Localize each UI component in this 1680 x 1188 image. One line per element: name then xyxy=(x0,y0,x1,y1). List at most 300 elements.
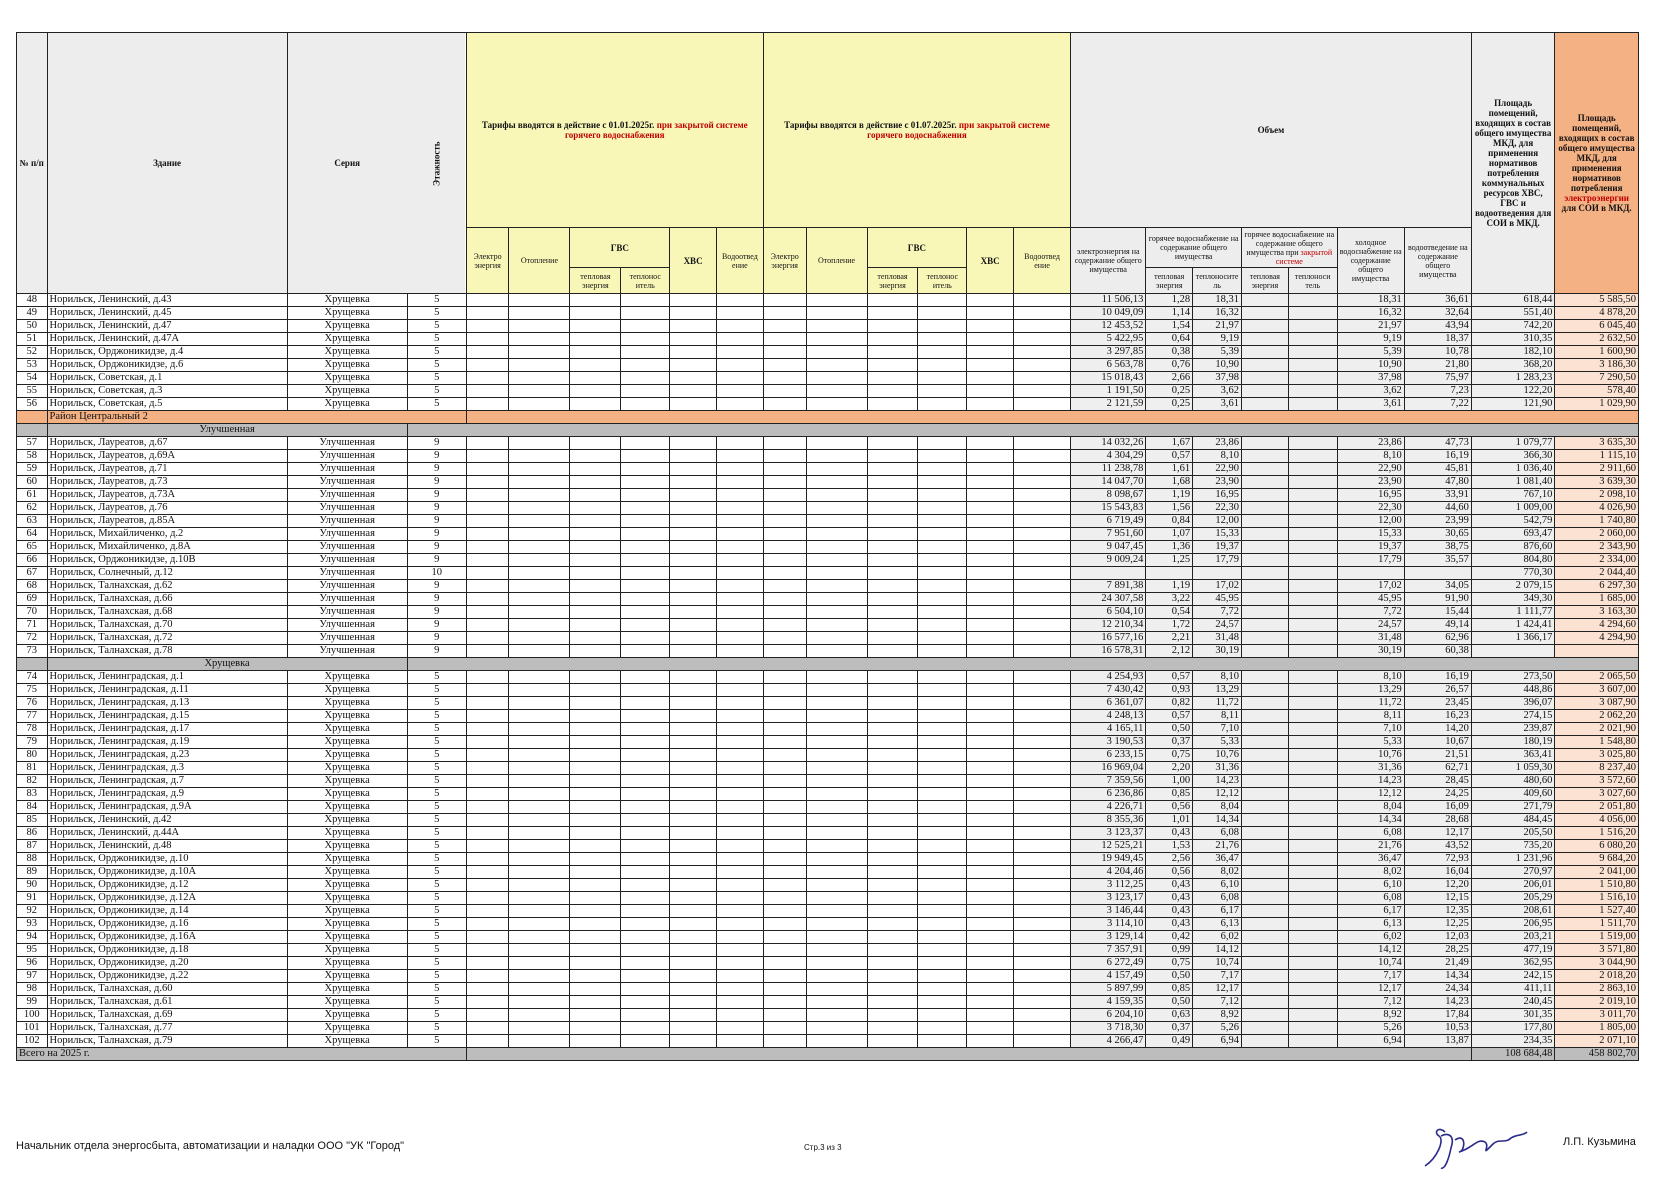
tariff-cell xyxy=(466,463,509,476)
building-address: Норильск, Орджоникидзе, д.16 xyxy=(47,918,287,931)
volume-closed-heat-carrier xyxy=(1288,762,1337,775)
tariff-cell xyxy=(466,294,509,307)
area-electro: 1 029,90 xyxy=(1555,398,1639,411)
tariff-cell xyxy=(1014,476,1071,489)
volume-closed-heat-energy xyxy=(1241,580,1288,593)
tariff-cell xyxy=(466,931,509,944)
tariff-cell xyxy=(570,749,621,762)
tariff-cell xyxy=(466,723,509,736)
volume-heat-carrier: 10,90 xyxy=(1193,359,1242,372)
volume-cold: 10,76 xyxy=(1337,749,1404,762)
volume-cold: 7,72 xyxy=(1337,606,1404,619)
area-hvs: 206,01 xyxy=(1471,879,1554,892)
tariff-cell xyxy=(918,606,967,619)
table-row xyxy=(17,957,1639,970)
tariff-cell xyxy=(509,528,570,541)
tariff-cell xyxy=(918,970,967,983)
row-number: 68 xyxy=(17,580,48,593)
tariff-cell xyxy=(967,970,1014,983)
volume-electro: 5 422,95 xyxy=(1071,333,1146,346)
volume-drain: 14,20 xyxy=(1404,723,1471,736)
volume-closed-heat-energy xyxy=(1241,606,1288,619)
table-row xyxy=(17,398,1639,411)
table-row xyxy=(17,1022,1639,1035)
tariff-cell xyxy=(716,528,763,541)
volume-cold: 18,31 xyxy=(1337,294,1404,307)
volume-closed-heat-carrier xyxy=(1288,385,1337,398)
tariff-cell xyxy=(570,359,621,372)
volume-heat-energy: 0,63 xyxy=(1146,1009,1193,1022)
volume-heat-energy: 1,19 xyxy=(1146,489,1193,502)
volume-electro: 6 563,78 xyxy=(1071,359,1146,372)
tariff-cell xyxy=(621,983,670,996)
tariff-cell xyxy=(867,502,918,515)
volume-electro: 4 204,46 xyxy=(1071,866,1146,879)
floor-count: 5 xyxy=(407,814,466,827)
tariff-cell xyxy=(806,346,867,359)
tariff-cell xyxy=(1014,892,1071,905)
tariff-cell xyxy=(716,515,763,528)
t1-heat-carrier-header: теплонос итель xyxy=(621,268,670,294)
tariff-cell xyxy=(716,710,763,723)
table-row xyxy=(17,905,1639,918)
tariff-cell xyxy=(509,840,570,853)
tariff-cell xyxy=(763,593,806,606)
tariff-cell xyxy=(867,918,918,931)
tariff-cell xyxy=(867,645,918,658)
tariff-cell xyxy=(806,749,867,762)
table-row xyxy=(17,320,1639,333)
floor-count: 5 xyxy=(407,879,466,892)
volume-drain: 14,34 xyxy=(1404,970,1471,983)
volume-closed-heat-carrier xyxy=(1288,736,1337,749)
tariff-cell xyxy=(509,801,570,814)
volume-electro: 12 210,34 xyxy=(1071,619,1146,632)
tariff-cell xyxy=(621,684,670,697)
volume-drain: 26,57 xyxy=(1404,684,1471,697)
volume-closed-heat-carrier xyxy=(1288,294,1337,307)
volume-heat-energy: 0,57 xyxy=(1146,450,1193,463)
tariff-cell xyxy=(570,853,621,866)
tariff-cell xyxy=(867,892,918,905)
volume-closed-heat-energy xyxy=(1241,645,1288,658)
tariff-cell xyxy=(967,827,1014,840)
volume-cold: 45,95 xyxy=(1337,593,1404,606)
tariff-cell xyxy=(716,1009,763,1022)
volume-heat-energy: 0,43 xyxy=(1146,892,1193,905)
row-number: 96 xyxy=(17,957,48,970)
building-address: Норильск, Орджоникидзе, д.16А xyxy=(47,931,287,944)
tariff-cell xyxy=(570,346,621,359)
tariff-cell xyxy=(806,528,867,541)
tariff-cell xyxy=(1014,528,1071,541)
volume-electro: 4 254,93 xyxy=(1071,671,1146,684)
volume-heat-carrier: 16,95 xyxy=(1193,489,1242,502)
table-row xyxy=(17,1035,1639,1048)
tariff-cell xyxy=(867,905,918,918)
tariff-cell xyxy=(621,528,670,541)
floor-count: 5 xyxy=(407,944,466,957)
tariff-cell xyxy=(867,723,918,736)
tariff-cell xyxy=(1014,502,1071,515)
volume-heat-carrier: 21,97 xyxy=(1193,320,1242,333)
tariff-cell xyxy=(967,775,1014,788)
tariff-cell xyxy=(806,879,867,892)
tariff-cell xyxy=(570,450,621,463)
table-row xyxy=(17,749,1639,762)
t2-heating-header: Отопление xyxy=(806,228,867,294)
volume-header: Объем xyxy=(1071,33,1472,228)
area-electro: 2 060,00 xyxy=(1555,528,1639,541)
volume-heat-carrier: 13,29 xyxy=(1193,684,1242,697)
tariff-cell xyxy=(621,385,670,398)
row-number: 57 xyxy=(17,437,48,450)
table-row xyxy=(17,632,1639,645)
tariff-cell xyxy=(806,1035,867,1048)
tariff-cell xyxy=(670,632,717,645)
tariff-cell xyxy=(918,398,967,411)
volume-closed-heat-energy xyxy=(1241,827,1288,840)
tariff-cell xyxy=(570,983,621,996)
tariff-cell xyxy=(670,606,717,619)
tariff-cell xyxy=(716,463,763,476)
table-row xyxy=(17,385,1639,398)
building-address: Норильск, Талнахская, д.69 xyxy=(47,1009,287,1022)
row-number: 82 xyxy=(17,775,48,788)
tariff-cell xyxy=(716,918,763,931)
tariff-cell xyxy=(570,957,621,970)
building-series: Хрущевка xyxy=(287,827,407,840)
tariff-cell xyxy=(716,502,763,515)
tariff-cell xyxy=(570,463,621,476)
row-number: 49 xyxy=(17,307,48,320)
area-hvs: 1 283,23 xyxy=(1471,372,1554,385)
area-electro: 1 740,80 xyxy=(1555,515,1639,528)
table-row xyxy=(17,723,1639,736)
tariff-cell xyxy=(1014,827,1071,840)
t2-hvs-header: ХВС xyxy=(967,228,1014,294)
table-row xyxy=(17,970,1639,983)
table-row xyxy=(17,814,1639,827)
volume-heat-energy: 0,43 xyxy=(1146,827,1193,840)
tariff-cell xyxy=(716,892,763,905)
tariff-cell xyxy=(716,840,763,853)
tariff-cell xyxy=(918,359,967,372)
volume-electro: 8 355,36 xyxy=(1071,814,1146,827)
tariff-cell xyxy=(570,905,621,918)
tariff-cell xyxy=(763,333,806,346)
tariff-cell xyxy=(716,814,763,827)
area-hvs xyxy=(1471,645,1554,658)
floor-count: 5 xyxy=(407,801,466,814)
floor-count: 5 xyxy=(407,1009,466,1022)
tariff-cell xyxy=(967,346,1014,359)
tariff-cell xyxy=(1014,697,1071,710)
table-row xyxy=(17,788,1639,801)
building-series: Хрущевка xyxy=(287,385,407,398)
volume-closed-heat-carrier xyxy=(1288,346,1337,359)
area-hvs: 2 079,15 xyxy=(1471,580,1554,593)
tariff-2025-07-header: Тарифы вводятся в действие с 01.07.2025г. при закрытой системе горячего водоснабжения xyxy=(763,33,1070,228)
building-address: Норильск, Советская, д.5 xyxy=(47,398,287,411)
tariff-cell xyxy=(716,931,763,944)
tariff-cell xyxy=(918,385,967,398)
tariff-cell xyxy=(466,1022,509,1035)
floor-count: 5 xyxy=(407,372,466,385)
tariff-cell xyxy=(509,294,570,307)
tariff-cell xyxy=(570,606,621,619)
volume-electro: 5 897,99 xyxy=(1071,983,1146,996)
tariff-cell xyxy=(1014,762,1071,775)
tariff-cell xyxy=(621,606,670,619)
tariff-cell xyxy=(806,775,867,788)
area-electro: 3 027,60 xyxy=(1555,788,1639,801)
volume-heat-carrier: 5,33 xyxy=(1193,736,1242,749)
tariff-cell xyxy=(509,359,570,372)
area-electro: 578,40 xyxy=(1555,385,1639,398)
tariff-cell xyxy=(670,970,717,983)
building-address: Норильск, Ленинский, д.48 xyxy=(47,840,287,853)
volume-heat-carrier: 18,31 xyxy=(1193,294,1242,307)
tariff-cell xyxy=(918,645,967,658)
tariff-cell xyxy=(716,632,763,645)
tariff-cell xyxy=(867,814,918,827)
tariff-cell xyxy=(763,606,806,619)
tariff-cell xyxy=(466,476,509,489)
tariff-cell xyxy=(918,814,967,827)
floor-count: 5 xyxy=(407,736,466,749)
volume-cold: 12,17 xyxy=(1337,983,1404,996)
tariff-cell xyxy=(918,827,967,840)
tariff-cell xyxy=(967,1009,1014,1022)
building-series: Хрущевка xyxy=(287,801,407,814)
tariff-cell xyxy=(806,294,867,307)
row-number: 80 xyxy=(17,749,48,762)
tariff-cell xyxy=(570,632,621,645)
volume-heat-energy: 1,54 xyxy=(1146,320,1193,333)
tariff-cell xyxy=(867,307,918,320)
row-number: 67 xyxy=(17,567,48,580)
volume-cold: 6,08 xyxy=(1337,892,1404,905)
building-address: Норильск, Ленинский, д.43 xyxy=(47,294,287,307)
volume-heat-energy: 0,43 xyxy=(1146,918,1193,931)
tariff-cell xyxy=(621,736,670,749)
tariff-cell xyxy=(867,593,918,606)
area-hvs: 349,30 xyxy=(1471,593,1554,606)
floor-count: 9 xyxy=(407,450,466,463)
volume-heat-energy: 0,50 xyxy=(1146,723,1193,736)
area-hvs: 1 036,40 xyxy=(1471,463,1554,476)
volume-electro: 6 204,10 xyxy=(1071,1009,1146,1022)
area-electro: 2 051,80 xyxy=(1555,801,1639,814)
tariff-cell xyxy=(1014,918,1071,931)
tariff-cell xyxy=(867,1035,918,1048)
volume-heat-energy: 0,54 xyxy=(1146,606,1193,619)
tariff-cell xyxy=(1014,385,1071,398)
total-row xyxy=(17,1048,1639,1061)
tariff-cell xyxy=(867,1022,918,1035)
volume-electro: 6 236,86 xyxy=(1071,788,1146,801)
volume-electro: 9 009,24 xyxy=(1071,554,1146,567)
area-hvs: 180,19 xyxy=(1471,736,1554,749)
area-electro: 2 863,10 xyxy=(1555,983,1639,996)
tariff-cell xyxy=(509,892,570,905)
building-series: Хрущевка xyxy=(287,879,407,892)
row-number: 81 xyxy=(17,762,48,775)
tariff-cell xyxy=(967,437,1014,450)
tariff-cell xyxy=(918,619,967,632)
area-electro: 1 516,20 xyxy=(1555,827,1639,840)
volume-closed-heat-carrier xyxy=(1288,502,1337,515)
tariff-cell xyxy=(967,515,1014,528)
volume-drain: 10,53 xyxy=(1404,1022,1471,1035)
tariff-cell xyxy=(716,996,763,1009)
group-num xyxy=(17,424,48,437)
volume-heat-energy: 2,66 xyxy=(1146,372,1193,385)
tariff-cell xyxy=(806,801,867,814)
volume-closed-heat-carrier xyxy=(1288,463,1337,476)
volume-closed-heat-energy xyxy=(1241,619,1288,632)
tariff-cell xyxy=(509,346,570,359)
volume-closed-heat-energy xyxy=(1241,697,1288,710)
area-hvs: 618,44 xyxy=(1471,294,1554,307)
area-electro: 2 019,10 xyxy=(1555,996,1639,1009)
volume-drain: 23,45 xyxy=(1404,697,1471,710)
area-hvs: 1 081,40 xyxy=(1471,476,1554,489)
tariff-cell xyxy=(509,853,570,866)
tariff-cell xyxy=(509,606,570,619)
table-row xyxy=(17,801,1639,814)
tariff-cell xyxy=(1014,749,1071,762)
volume-heat-carrier: 22,30 xyxy=(1193,502,1242,515)
table-row xyxy=(17,762,1639,775)
v-heat-energy2-header: тепловая энергия xyxy=(1241,268,1288,294)
tariff-cell xyxy=(716,905,763,918)
floor-count: 5 xyxy=(407,957,466,970)
building-series: Улучшенная xyxy=(287,541,407,554)
volume-closed-heat-carrier xyxy=(1288,827,1337,840)
tariff-cell xyxy=(918,450,967,463)
table-row xyxy=(17,827,1639,840)
tariff-cell xyxy=(716,346,763,359)
tariff-cell xyxy=(1014,489,1071,502)
building-address: Норильск, Солнечный, д.12 xyxy=(47,567,287,580)
tariff-cell xyxy=(867,840,918,853)
tariff-cell xyxy=(570,593,621,606)
tariff-cell xyxy=(570,580,621,593)
tariff-cell xyxy=(509,788,570,801)
tariff-cell xyxy=(466,970,509,983)
tariff-cell xyxy=(967,307,1014,320)
volume-drain: 12,17 xyxy=(1404,827,1471,840)
tariff-cell xyxy=(806,463,867,476)
building-series: Улучшенная xyxy=(287,463,407,476)
volume-heat-energy: 0,37 xyxy=(1146,1022,1193,1035)
area-electro: 4 026,90 xyxy=(1555,502,1639,515)
tariff-cell xyxy=(763,814,806,827)
tariff-cell xyxy=(806,515,867,528)
volume-closed-heat-carrier xyxy=(1288,528,1337,541)
tariff-cell xyxy=(716,983,763,996)
floor-count: 9 xyxy=(407,476,466,489)
tariff-cell xyxy=(918,736,967,749)
volume-heat-carrier: 23,90 xyxy=(1193,476,1242,489)
tariff-cell xyxy=(670,645,717,658)
row-number: 91 xyxy=(17,892,48,905)
tariff-cell xyxy=(806,762,867,775)
t1-drain-header: Водоотвед ение xyxy=(716,228,763,294)
table-row xyxy=(17,619,1639,632)
tariff-cell xyxy=(1014,619,1071,632)
floor-count: 9 xyxy=(407,528,466,541)
building-address: Норильск, Лауреатов, д.73 xyxy=(47,476,287,489)
tariff-cell xyxy=(509,554,570,567)
tariff-cell xyxy=(1014,645,1071,658)
v-heat-energy-header: тепловая энергия xyxy=(1146,268,1193,294)
tariff-cell xyxy=(918,1035,967,1048)
tariff-cell xyxy=(670,801,717,814)
area-electro: 3 571,80 xyxy=(1555,944,1639,957)
tariff-cell xyxy=(806,320,867,333)
area-hvs: 122,20 xyxy=(1471,385,1554,398)
tariff-cell xyxy=(570,866,621,879)
tariff-cell xyxy=(967,359,1014,372)
area-hvs: 242,15 xyxy=(1471,970,1554,983)
tariff-cell xyxy=(621,918,670,931)
tariff-cell xyxy=(716,723,763,736)
tariff-cell xyxy=(621,892,670,905)
tariff-cell xyxy=(1014,450,1071,463)
tariff-cell xyxy=(466,684,509,697)
tariff-cell xyxy=(509,827,570,840)
volume-cold: 14,34 xyxy=(1337,814,1404,827)
tariff-cell xyxy=(763,619,806,632)
volume-closed-heat-energy xyxy=(1241,996,1288,1009)
tariff-cell xyxy=(918,905,967,918)
tariff-cell xyxy=(967,450,1014,463)
tariff-cell xyxy=(867,879,918,892)
volume-electro: 3 114,10 xyxy=(1071,918,1146,931)
tariff-cell xyxy=(967,684,1014,697)
tariff-cell xyxy=(670,853,717,866)
volume-closed-heat-carrier xyxy=(1288,307,1337,320)
tariff-cell xyxy=(570,437,621,450)
tariff-cell xyxy=(621,515,670,528)
volume-heat-carrier: 36,47 xyxy=(1193,853,1242,866)
volume-heat-energy: 1,14 xyxy=(1146,307,1193,320)
tariff-cell xyxy=(918,541,967,554)
tariff-cell xyxy=(1014,983,1071,996)
volume-closed-heat-energy xyxy=(1241,346,1288,359)
tariff-cell xyxy=(1014,1022,1071,1035)
tariff-cell xyxy=(918,502,967,515)
tariff-cell xyxy=(570,567,621,580)
volume-closed-heat-energy xyxy=(1241,723,1288,736)
tariff-cell xyxy=(1014,541,1071,554)
tariff-cell xyxy=(466,866,509,879)
tariff-cell xyxy=(466,983,509,996)
tariff-cell xyxy=(763,749,806,762)
tariff-cell xyxy=(716,476,763,489)
tariff-cell xyxy=(509,398,570,411)
volume-closed-heat-energy xyxy=(1241,918,1288,931)
tariff-cell xyxy=(509,580,570,593)
table-row xyxy=(17,684,1639,697)
tariff-cell xyxy=(509,918,570,931)
tariff-cell xyxy=(621,619,670,632)
volume-closed-heat-energy xyxy=(1241,853,1288,866)
volume-closed-heat-energy xyxy=(1241,528,1288,541)
